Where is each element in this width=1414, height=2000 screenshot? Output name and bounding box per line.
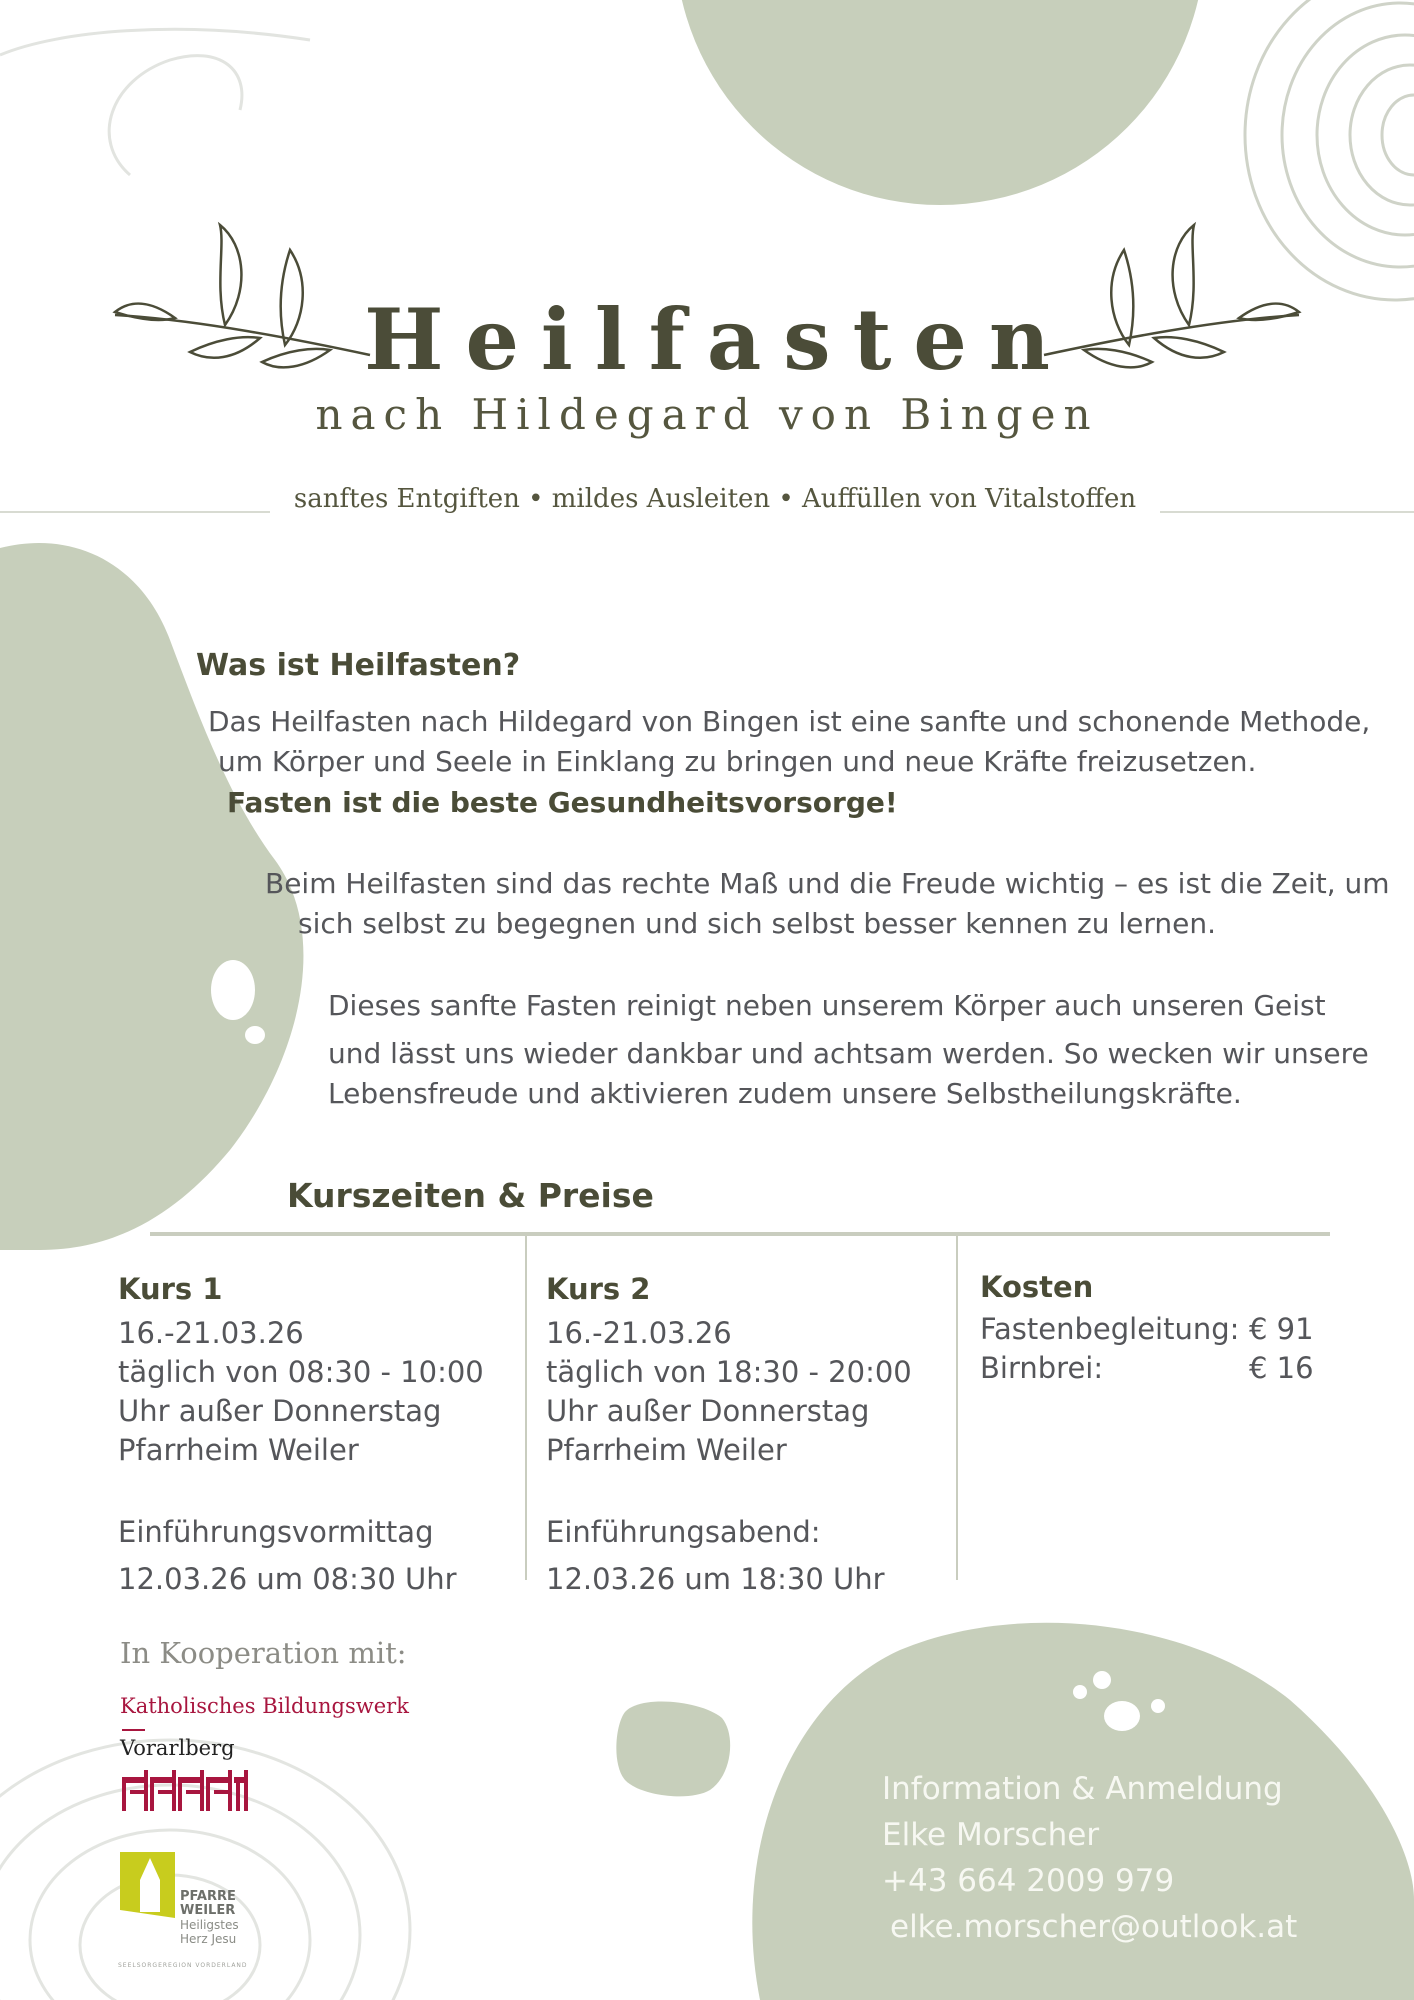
page-subtitle: nach Hildegard von Bingen (315, 390, 1099, 439)
intro-p3-line1: Dieses sanfte Fasten reinigt neben unserem Körper auch unseren Geist (328, 989, 1326, 1022)
small-blob-shape (616, 1702, 730, 1797)
pfarre-line3: Heiligstes (180, 1918, 239, 1932)
pfarre-line4: Herz Jesu (180, 1932, 237, 1946)
courses-heading: Kurszeiten & Preise (287, 1176, 654, 1215)
kurs2-column (546, 1272, 946, 1599)
intro-p3-line3: Lebensfreude und aktivieren zudem unsere Selbstheilungskräfte. (328, 1077, 1242, 1110)
top-circle-shape (675, 0, 1205, 205)
pfarre-weiler-text (180, 1890, 239, 1946)
kbw-name-line2: Vorarlberg (120, 1736, 235, 1760)
contact-email[interactable]: elke.morscher@outlook.at (890, 1909, 1298, 1945)
contact-name: Elke Morscher (882, 1817, 1100, 1853)
costs-title: Kosten (980, 1270, 1094, 1304)
kurs2-intro-label: Einführungsabend: (546, 1515, 821, 1549)
contact-heading: Information & Anmeldung (882, 1771, 1283, 1807)
top-right-rings (1245, 0, 1414, 300)
kurs2-time: täglich von 18:30 - 20:00 (546, 1355, 912, 1389)
cost-row (980, 1310, 1340, 1349)
kurs1-intro-date: 12.03.26 um 08:30 Uhr (118, 1562, 457, 1596)
intro-p2-line2: sich selbst zu begegnen und sich selbst besser kennen zu lernen. (298, 907, 1216, 940)
kurs1-time: täglich von 08:30 - 10:00 (118, 1355, 484, 1389)
intro-heading: Was ist Heilfasten? (196, 648, 521, 683)
intro-p3-line2: und lässt uns wieder dankbar und achtsam werden. So wecken wir unsere (328, 1037, 1369, 1070)
page-title: Heilfasten (364, 290, 1072, 389)
intro-p1-line1: Das Heilfasten nach Hildegard von Bingen ist eine sanfte und schonende Methode, (208, 705, 1371, 738)
kurs1-place: Pfarrheim Weiler (118, 1433, 359, 1467)
intro-p2-line1: Beim Heilfasten sind das rechte Maß und die Freude wichtig – es ist die Zeit, um (265, 867, 1390, 900)
intro-p1-line2: um Körper und Seele in Einklang zu bringen und neue Kräfte freizusetzen. (218, 745, 1257, 778)
pfarre-line2: WEILER (180, 1903, 236, 1918)
kurs2-except: Uhr außer Donnerstag (546, 1394, 870, 1428)
cost-label: Fastenbegleitung: (980, 1312, 1240, 1346)
cost-price: € 16 (1249, 1351, 1314, 1385)
kurs1-title: Kurs 1 (118, 1272, 223, 1306)
kurs1-except: Uhr außer Donnerstag (118, 1394, 442, 1428)
blob-hole (211, 960, 255, 1020)
pfarre-weiler-logo-icon (120, 1852, 175, 1918)
bottom-left-rings (0, 1740, 410, 2000)
contact-block (882, 1766, 1297, 1950)
cooperation-label: In Kooperation mit: (120, 1636, 407, 1670)
kurs2-intro-date: 12.03.26 um 18:30 Uhr (546, 1562, 885, 1596)
pfarre-footer: SEELSORGEREGION VORDERLAND (118, 1962, 248, 1969)
contact-phone[interactable]: +43 664 2009 979 (882, 1863, 1175, 1899)
kurs2-title: Kurs 2 (546, 1272, 651, 1306)
blob-dot (245, 1026, 265, 1044)
tagline: sanftes Entgiften • mildes Ausleiten • Auffüllen von Vitalstoffen (270, 484, 1160, 514)
intro-p1-bold: Fasten ist die beste Gesundheitsvorsorge! (227, 786, 898, 819)
kbw-name-line1: Katholisches Bildungswerk (120, 1694, 409, 1718)
costs-column (980, 1270, 1340, 1388)
pfarre-line1: PFARRE (180, 1889, 236, 1904)
cost-label: Birnbrei: (980, 1351, 1104, 1385)
kbw-chairs-logo-icon (122, 1770, 248, 1811)
kurs2-date: 16.-21.03.26 (546, 1316, 732, 1350)
cost-row (980, 1349, 1340, 1388)
cost-price: € 91 (1249, 1312, 1314, 1346)
kurs1-column (118, 1272, 518, 1599)
kurs1-date: 16.-21.03.26 (118, 1316, 304, 1350)
kurs1-intro-label: Einführungsvormittag (118, 1515, 434, 1549)
kurs2-place: Pfarrheim Weiler (546, 1433, 787, 1467)
